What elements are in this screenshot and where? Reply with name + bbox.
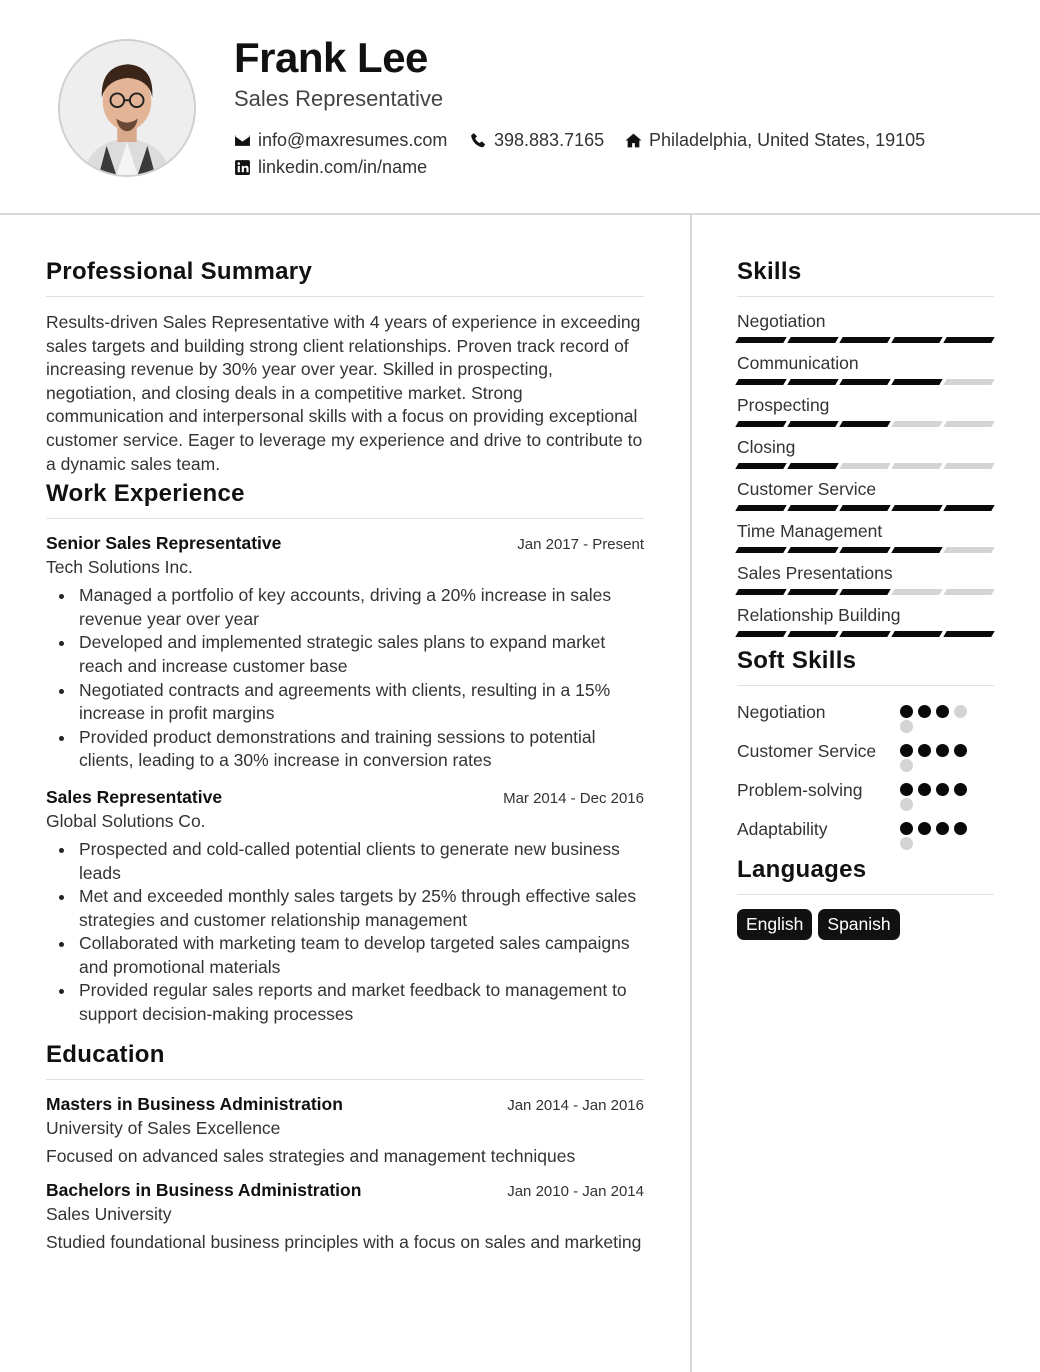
education-description: Focused on advanced sales strategies and management techniques: [46, 1145, 576, 1166]
soft-skills-heading: Soft Skills: [737, 647, 994, 686]
skill-level-segment: [735, 547, 786, 553]
skill-level-segment: [839, 379, 890, 385]
job-list: [46, 533, 644, 1027]
skill-item: [737, 521, 994, 553]
job-dates: Jan 2017 - Present: [517, 536, 644, 554]
linkedin-text: linkedin.com/in/name: [258, 157, 428, 177]
soft-skill-name: Customer Service: [737, 741, 877, 761]
skill-level-segment: [735, 505, 786, 511]
job-company: Global Solutions Co.: [46, 810, 206, 831]
skill-level-segment: [943, 589, 994, 595]
skill-level-bar: [737, 421, 994, 427]
column-divider: [690, 215, 692, 1372]
skill-level-segment: [787, 589, 838, 595]
education-entry: [46, 1094, 644, 1169]
skill-item: [737, 605, 994, 637]
rating-dot: [936, 705, 949, 718]
phone-text: 398.883.7165: [494, 130, 605, 150]
side-column: [737, 258, 994, 940]
skill-level-segment: [735, 337, 786, 343]
skill-name: Customer Service: [737, 479, 877, 499]
job-bullet: Provided regular sales reports and market feedback to management to support decision-making processes: [46, 979, 644, 1026]
job-header: [46, 533, 644, 554]
skill-level-segment: [839, 463, 890, 469]
soft-skill-item: [737, 778, 994, 811]
skill-level-segment: [943, 463, 994, 469]
rating-dot: [936, 822, 949, 835]
skill-level-segment: [787, 463, 838, 469]
experience-heading: Work Experience: [46, 480, 644, 519]
skill-name: Communication: [737, 353, 859, 373]
soft-skill-rating: [900, 778, 970, 811]
rating-dot: [900, 837, 913, 850]
skill-level-segment: [839, 505, 890, 511]
resume-header: [0, 0, 1040, 215]
skill-level-bar: [737, 337, 994, 343]
skill-name: Closing: [737, 437, 796, 457]
languages-heading: Languages: [737, 856, 994, 895]
contact-linkedin[interactable]: [234, 157, 427, 178]
language-badge: English: [737, 909, 812, 940]
job-bullet: Managed a portfolio of key accounts, driving a 20% increase in sales revenue year over year: [46, 584, 644, 631]
skill-level-bar: [737, 505, 994, 511]
job-entry: [46, 533, 644, 773]
skill-name: Prospecting: [737, 395, 830, 415]
skill-name: Time Management: [737, 521, 883, 541]
rating-dot: [900, 783, 913, 796]
education-school: University of Sales Excellence: [46, 1117, 281, 1138]
rating-dot: [918, 744, 931, 757]
rating-dot: [900, 759, 913, 772]
summary-heading: Professional Summary: [46, 258, 644, 297]
education-degree: Masters in Business Administration: [46, 1093, 343, 1114]
education-header: [46, 1180, 644, 1201]
skill-level-segment: [735, 631, 786, 637]
skill-level-segment: [787, 631, 838, 637]
skill-level-segment: [839, 589, 890, 595]
contact-address: [625, 130, 925, 151]
skill-level-bar: [737, 589, 994, 595]
job-bullets: [46, 838, 644, 1027]
job-bullet: Negotiated contracts and agreements with clients, resulting in a 15% increase in profit margins: [46, 679, 644, 726]
soft-skills-list: [737, 700, 994, 850]
job-title: Senior Sales Representative: [46, 533, 282, 554]
education-header: [46, 1094, 644, 1115]
skill-level-bar: [737, 463, 994, 469]
skill-level-segment: [891, 505, 942, 511]
rating-dot: [918, 783, 931, 796]
language-badge: Spanish: [818, 909, 899, 940]
rating-dot: [936, 744, 949, 757]
education-dates: Jan 2010 - Jan 2014: [507, 1183, 644, 1201]
skill-level-segment: [891, 631, 942, 637]
rating-dot: [900, 822, 913, 835]
home-icon: [625, 132, 642, 149]
job-bullet: Met and exceeded monthly sales targets by 25% through effective sales strategies and customer relationship management: [46, 885, 644, 932]
avatar: [58, 39, 196, 177]
contact-phone[interactable]: [470, 130, 604, 151]
address-text: Philadelphia, United States, 19105: [649, 130, 926, 150]
job-dates: Mar 2014 - Dec 2016: [503, 789, 644, 807]
soft-skill-rating: [900, 739, 970, 772]
soft-skill-name: Negotiation: [737, 702, 826, 722]
skill-level-segment: [891, 589, 942, 595]
skill-item: [737, 563, 994, 595]
candidate-name: Frank Lee: [234, 34, 428, 81]
skill-level-segment: [787, 337, 838, 343]
skill-item: [737, 479, 994, 511]
education-list: [46, 1094, 644, 1255]
education-school: Sales University: [46, 1204, 172, 1225]
soft-skill-rating: [900, 817, 970, 850]
rating-dot: [918, 822, 931, 835]
skill-level-segment: [839, 337, 890, 343]
envelope-icon: [234, 132, 251, 149]
job-bullet: Developed and implemented strategic sales plans to expand market reach and increase customer base: [46, 631, 644, 678]
rating-dot: [918, 705, 931, 718]
rating-dot: [954, 783, 967, 796]
soft-skill-name: Problem-solving: [737, 780, 863, 800]
profile-photo: [60, 41, 194, 175]
skill-level-segment: [891, 547, 942, 553]
skill-level-segment: [943, 505, 994, 511]
job-bullet: Provided product demonstrations and training sessions to potential clients, leading to a 30% increase in conversion rates: [46, 726, 644, 773]
skill-level-segment: [839, 547, 890, 553]
education-degree: Bachelors in Business Administration: [46, 1180, 362, 1201]
skill-level-segment: [787, 505, 838, 511]
skill-level-segment: [943, 547, 994, 553]
rating-dot: [900, 744, 913, 757]
skill-item: [737, 395, 994, 427]
linkedin-icon: [234, 159, 251, 176]
skills-heading: Skills: [737, 258, 994, 297]
education-entry: [46, 1180, 644, 1255]
rating-dot: [954, 705, 967, 718]
skill-level-segment: [891, 463, 942, 469]
skill-level-segment: [787, 547, 838, 553]
skill-name: Negotiation: [737, 311, 826, 331]
skill-item: [737, 437, 994, 469]
skill-level-bar: [737, 631, 994, 637]
job-bullet: Prospected and cold-called potential clients to generate new business leads: [46, 838, 644, 885]
contact-email[interactable]: [234, 130, 447, 151]
rating-dot: [900, 720, 913, 733]
skill-level-segment: [943, 421, 994, 427]
soft-skill-name: Adaptability: [737, 819, 828, 839]
rating-dot: [900, 798, 913, 811]
phone-icon: [470, 132, 487, 149]
skill-level-segment: [891, 379, 942, 385]
skill-name: Relationship Building: [737, 605, 901, 625]
job-bullets: [46, 584, 644, 773]
soft-skill-rating: [900, 700, 970, 733]
skill-level-segment: [787, 421, 838, 427]
rating-dot: [954, 822, 967, 835]
job-bullet: Collaborated with marketing team to develop targeted sales campaigns and promotional materials: [46, 932, 644, 979]
education-heading: Education: [46, 1041, 644, 1080]
skill-level-bar: [737, 379, 994, 385]
languages-list: [737, 909, 994, 940]
rating-dot: [936, 783, 949, 796]
candidate-title: Sales Representative: [234, 86, 444, 111]
skill-level-segment: [943, 379, 994, 385]
rating-dot: [900, 705, 913, 718]
main-column: [46, 258, 644, 1267]
skill-level-bar: [737, 547, 994, 553]
soft-skill-item: [737, 817, 994, 850]
rating-dot: [954, 744, 967, 757]
job-entry: [46, 787, 644, 1027]
job-header: [46, 787, 644, 808]
skill-level-segment: [735, 421, 786, 427]
skill-level-segment: [735, 463, 786, 469]
skills-list: [737, 311, 994, 637]
skill-level-segment: [943, 337, 994, 343]
education-dates: Jan 2014 - Jan 2016: [507, 1096, 644, 1114]
skill-item: [737, 353, 994, 385]
skill-level-segment: [735, 379, 786, 385]
skill-level-segment: [839, 631, 890, 637]
education-description: Studied foundational business principles with a focus on sales and marketing: [46, 1232, 642, 1253]
skill-name: Sales Presentations: [737, 563, 893, 583]
soft-skill-item: [737, 700, 994, 733]
soft-skill-item: [737, 739, 994, 772]
skill-level-segment: [735, 589, 786, 595]
summary-text: Results-driven Sales Representative with 4 years of experience in exceeding sales targets and building strong client relationships. Proven track record of increasing revenue by 30% year over year. Skilled in prospecting, negotiation, and closing deals in a competitive market. Strong communication and interpersonal skills with a focus on providing exceptional customer service. Eager to leverage my experience and drive to contribute to a dynamic sales team.: [46, 312, 643, 474]
skill-level-segment: [787, 379, 838, 385]
skill-level-segment: [839, 421, 890, 427]
job-company: Tech Solutions Inc.: [46, 557, 193, 578]
job-title: Sales Representative: [46, 786, 223, 807]
skill-item: [737, 311, 994, 343]
skill-level-segment: [891, 421, 942, 427]
skill-level-segment: [943, 631, 994, 637]
skill-level-segment: [891, 337, 942, 343]
email-text: info@maxresumes.com: [258, 130, 448, 150]
